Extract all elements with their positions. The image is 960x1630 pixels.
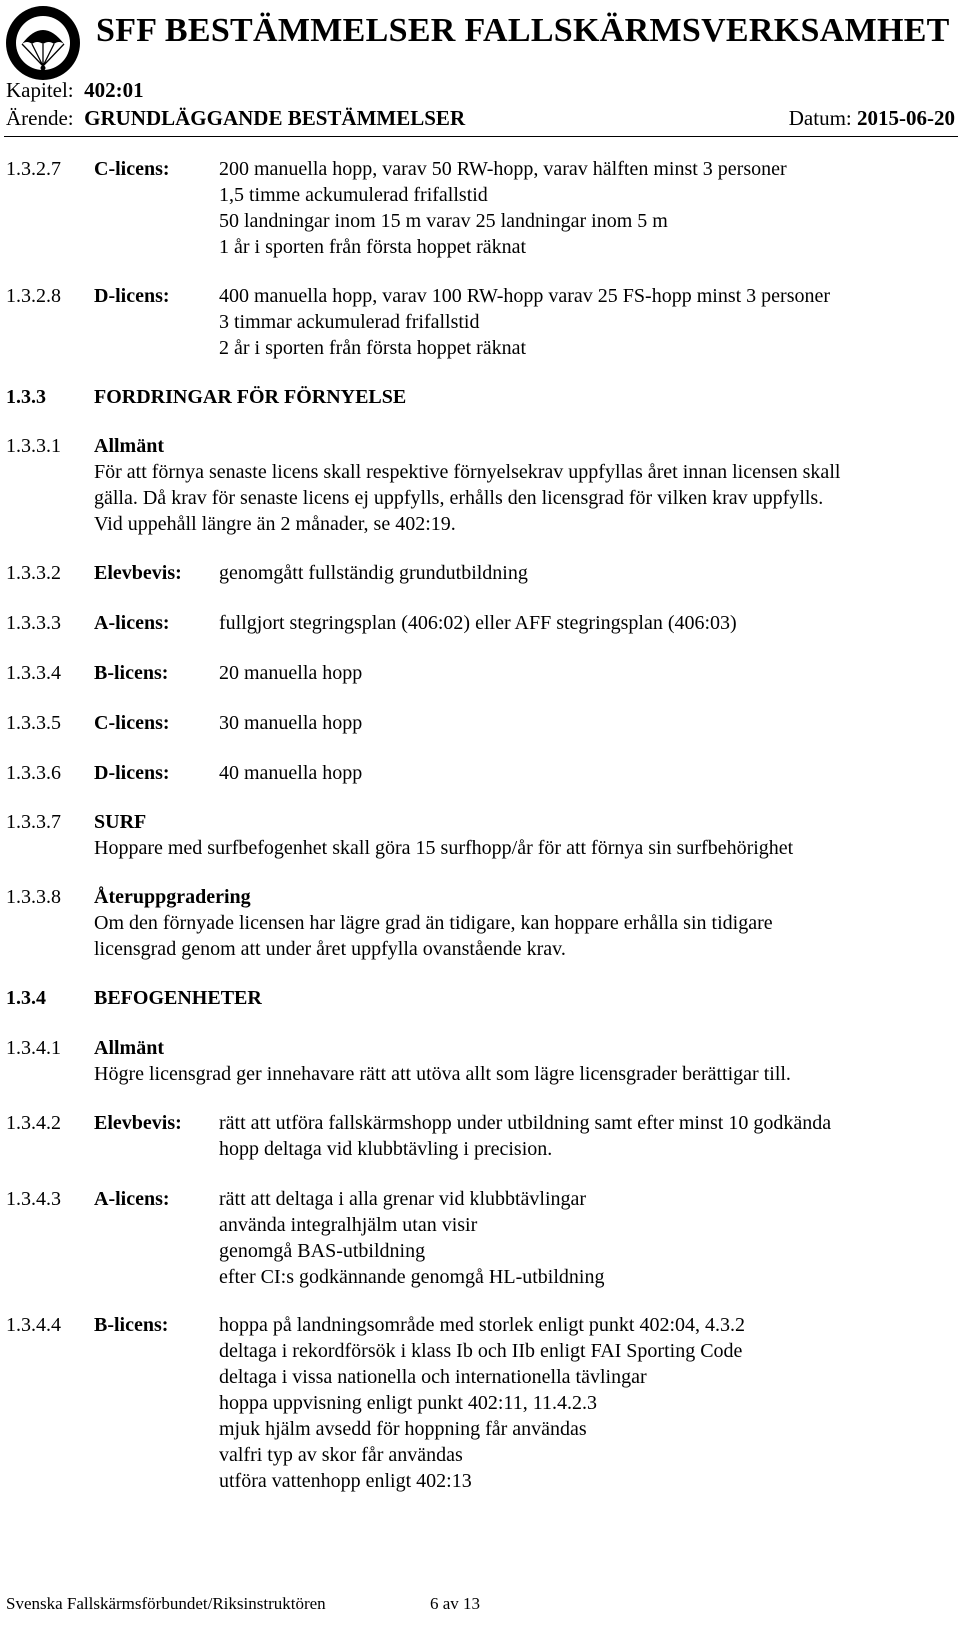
section-number: 1.3.3.1 xyxy=(6,435,61,457)
privilege-line: hoppa på landningsområde med storlek enligt punkt 402:04, 4.3.2 xyxy=(219,1314,746,1336)
privilege-line: valfri typ av skor får användas xyxy=(219,1444,463,1466)
date-value: 2015-06-20 xyxy=(857,106,955,130)
section-body xyxy=(94,910,958,962)
privileges xyxy=(219,1110,959,1162)
body-line: Vid uppehåll längre än 2 månader, se 402:19. xyxy=(94,513,456,535)
requirement-line: 200 manuella hopp, varav 50 RW-hopp, varav hälften minst 3 personer xyxy=(219,158,787,180)
requirement-value: fullgjort stegringsplan (406:02) eller AFF stegringsplan (406:03) xyxy=(219,612,737,634)
requirement-line: 400 manuella hopp, varav 100 RW-hopp varav 25 FS-hopp minst 3 personer xyxy=(219,285,831,307)
requirement-value: 40 manuella hopp xyxy=(219,762,363,784)
section-number: 1.3.2.8 xyxy=(6,285,61,307)
document-title: SFF BESTÄMMELSER FALLSKÄRMSVERKSAMHET xyxy=(96,12,950,49)
section-body xyxy=(94,1061,958,1087)
date-line xyxy=(789,106,955,131)
privilege-line: genomgå BAS-utbildning xyxy=(219,1240,426,1262)
license-label: C-licens: xyxy=(94,158,170,180)
section-number: 1.3.3.6 xyxy=(6,762,61,784)
chapter-value: 402:01 xyxy=(84,78,144,102)
body-line: För att förnya senaste licens skall respektive förnyelsekrav uppfyllas året innan licensen skall xyxy=(94,461,841,483)
subject-value: GRUNDLÄGGANDE BESTÄMMELSER xyxy=(84,106,466,130)
section-number: 1.3.3.8 xyxy=(6,886,61,908)
subsection-heading: SURF xyxy=(94,811,147,833)
requirement-line: 1,5 timme ackumulerad frifallstid xyxy=(219,184,488,206)
section-number: 1.3.3 xyxy=(6,386,46,408)
chapter-label: Kapitel: xyxy=(6,78,74,102)
license-label: D-licens: xyxy=(94,762,170,784)
section-number: 1.3.3.2 xyxy=(6,562,61,584)
license-label: A-licens: xyxy=(94,1188,170,1210)
section-number: 1.3.3.3 xyxy=(6,612,61,634)
subsection-heading: Allmänt xyxy=(94,435,164,457)
subject-label: Ärende: xyxy=(6,106,74,130)
license-label: A-licens: xyxy=(94,612,170,634)
section-number: 1.3.4.1 xyxy=(6,1037,61,1059)
date-label: Datum: xyxy=(788,106,852,130)
privilege-line: hopp deltaga vid klubbtävling i precision. xyxy=(219,1138,553,1160)
footer-organization: Svenska Fallskärmsförbundet/Riksinstruktören xyxy=(6,1594,326,1613)
privilege-line: deltaga i vissa nationella och internationella tävlingar xyxy=(219,1366,647,1388)
subsection-heading: Återuppgradering xyxy=(94,886,251,908)
license-label: B-licens: xyxy=(94,662,169,684)
requirements xyxy=(219,283,959,361)
section-body xyxy=(94,459,958,537)
section-body xyxy=(94,835,958,861)
section-number: 1.3.4.4 xyxy=(6,1314,61,1336)
header-divider xyxy=(4,136,958,137)
privileges xyxy=(219,1312,959,1494)
privileges xyxy=(219,1186,959,1290)
privilege-line: rätt att utföra fallskärmshopp under utbildning samt efter minst 10 godkända xyxy=(219,1112,832,1134)
requirement-line: 2 år i sporten från första hoppet räknat xyxy=(219,337,527,359)
license-label: C-licens: xyxy=(94,712,170,734)
section-heading: FORDRINGAR FÖR FÖRNYELSE xyxy=(94,386,407,408)
page-number: 6 av 13 xyxy=(430,1594,481,1613)
chapter-line xyxy=(6,78,144,103)
privilege-line: hoppa uppvisning enligt punkt 402:11, 11.4.2.3 xyxy=(219,1392,597,1414)
section-number: 1.3.4.2 xyxy=(6,1112,61,1134)
section-number: 1.3.3.7 xyxy=(6,811,61,833)
section-heading: BEFOGENHETER xyxy=(94,987,262,1009)
license-label: D-licens: xyxy=(94,285,170,307)
privilege-line: utföra vattenhopp enligt 402:13 xyxy=(219,1470,472,1492)
section-number: 1.3.4 xyxy=(6,987,46,1009)
requirement-line: 1 år i sporten från första hoppet räknat xyxy=(219,236,527,258)
privilege-line: deltaga i rekordförsök i klass Ib och IIb enligt FAI Sporting Code xyxy=(219,1340,743,1362)
privilege-line: efter CI:s godkännande genomgå HL-utbildning xyxy=(219,1266,605,1288)
body-line: Högre licensgrad ger innehavare rätt att utöva allt som lägre licensgrader berättigar till. xyxy=(94,1063,791,1085)
section-number: 1.3.3.4 xyxy=(6,662,61,684)
requirement-value: genomgått fullständig grundutbildning xyxy=(219,562,528,584)
license-label: B-licens: xyxy=(94,1314,169,1336)
privilege-line: mjuk hjälm avsedd för hoppning får användas xyxy=(219,1418,587,1440)
subsection-heading: Allmänt xyxy=(94,1037,164,1059)
body-line: Hoppare med surfbefogenhet skall göra 15 surfhopp/år för att förnya sin surfbehörighet xyxy=(94,837,794,859)
privilege-line: rätt att deltaga i alla grenar vid klubbtävlingar xyxy=(219,1188,587,1210)
requirement-value: 20 manuella hopp xyxy=(219,662,363,684)
requirement-line: 3 timmar ackumulerad frifallstid xyxy=(219,311,480,333)
license-label: Elevbevis: xyxy=(94,562,182,584)
section-number: 1.3.4.3 xyxy=(6,1188,61,1210)
section-number: 1.3.2.7 xyxy=(6,158,61,180)
subject-line xyxy=(6,106,465,131)
parachute-logo-icon xyxy=(4,4,82,82)
privilege-line: använda integralhjälm utan visir xyxy=(219,1214,478,1236)
section-number: 1.3.3.5 xyxy=(6,712,61,734)
body-line: licensgrad genom att under året uppfylla ovanstående krav. xyxy=(94,938,566,960)
requirement-line: 50 landningar inom 15 m varav 25 landningar inom 5 m xyxy=(219,210,668,232)
requirements xyxy=(219,156,959,260)
requirement-value: 30 manuella hopp xyxy=(219,712,363,734)
license-label: Elevbevis: xyxy=(94,1112,182,1134)
body-line: Om den förnyade licensen har lägre grad än tidigare, kan hoppare erhålla sin tidigare xyxy=(94,912,773,934)
body-line: gälla. Då krav för senaste licens ej uppfylls, erhålls den licensgrad för vilken krav uppfylls. xyxy=(94,487,824,509)
